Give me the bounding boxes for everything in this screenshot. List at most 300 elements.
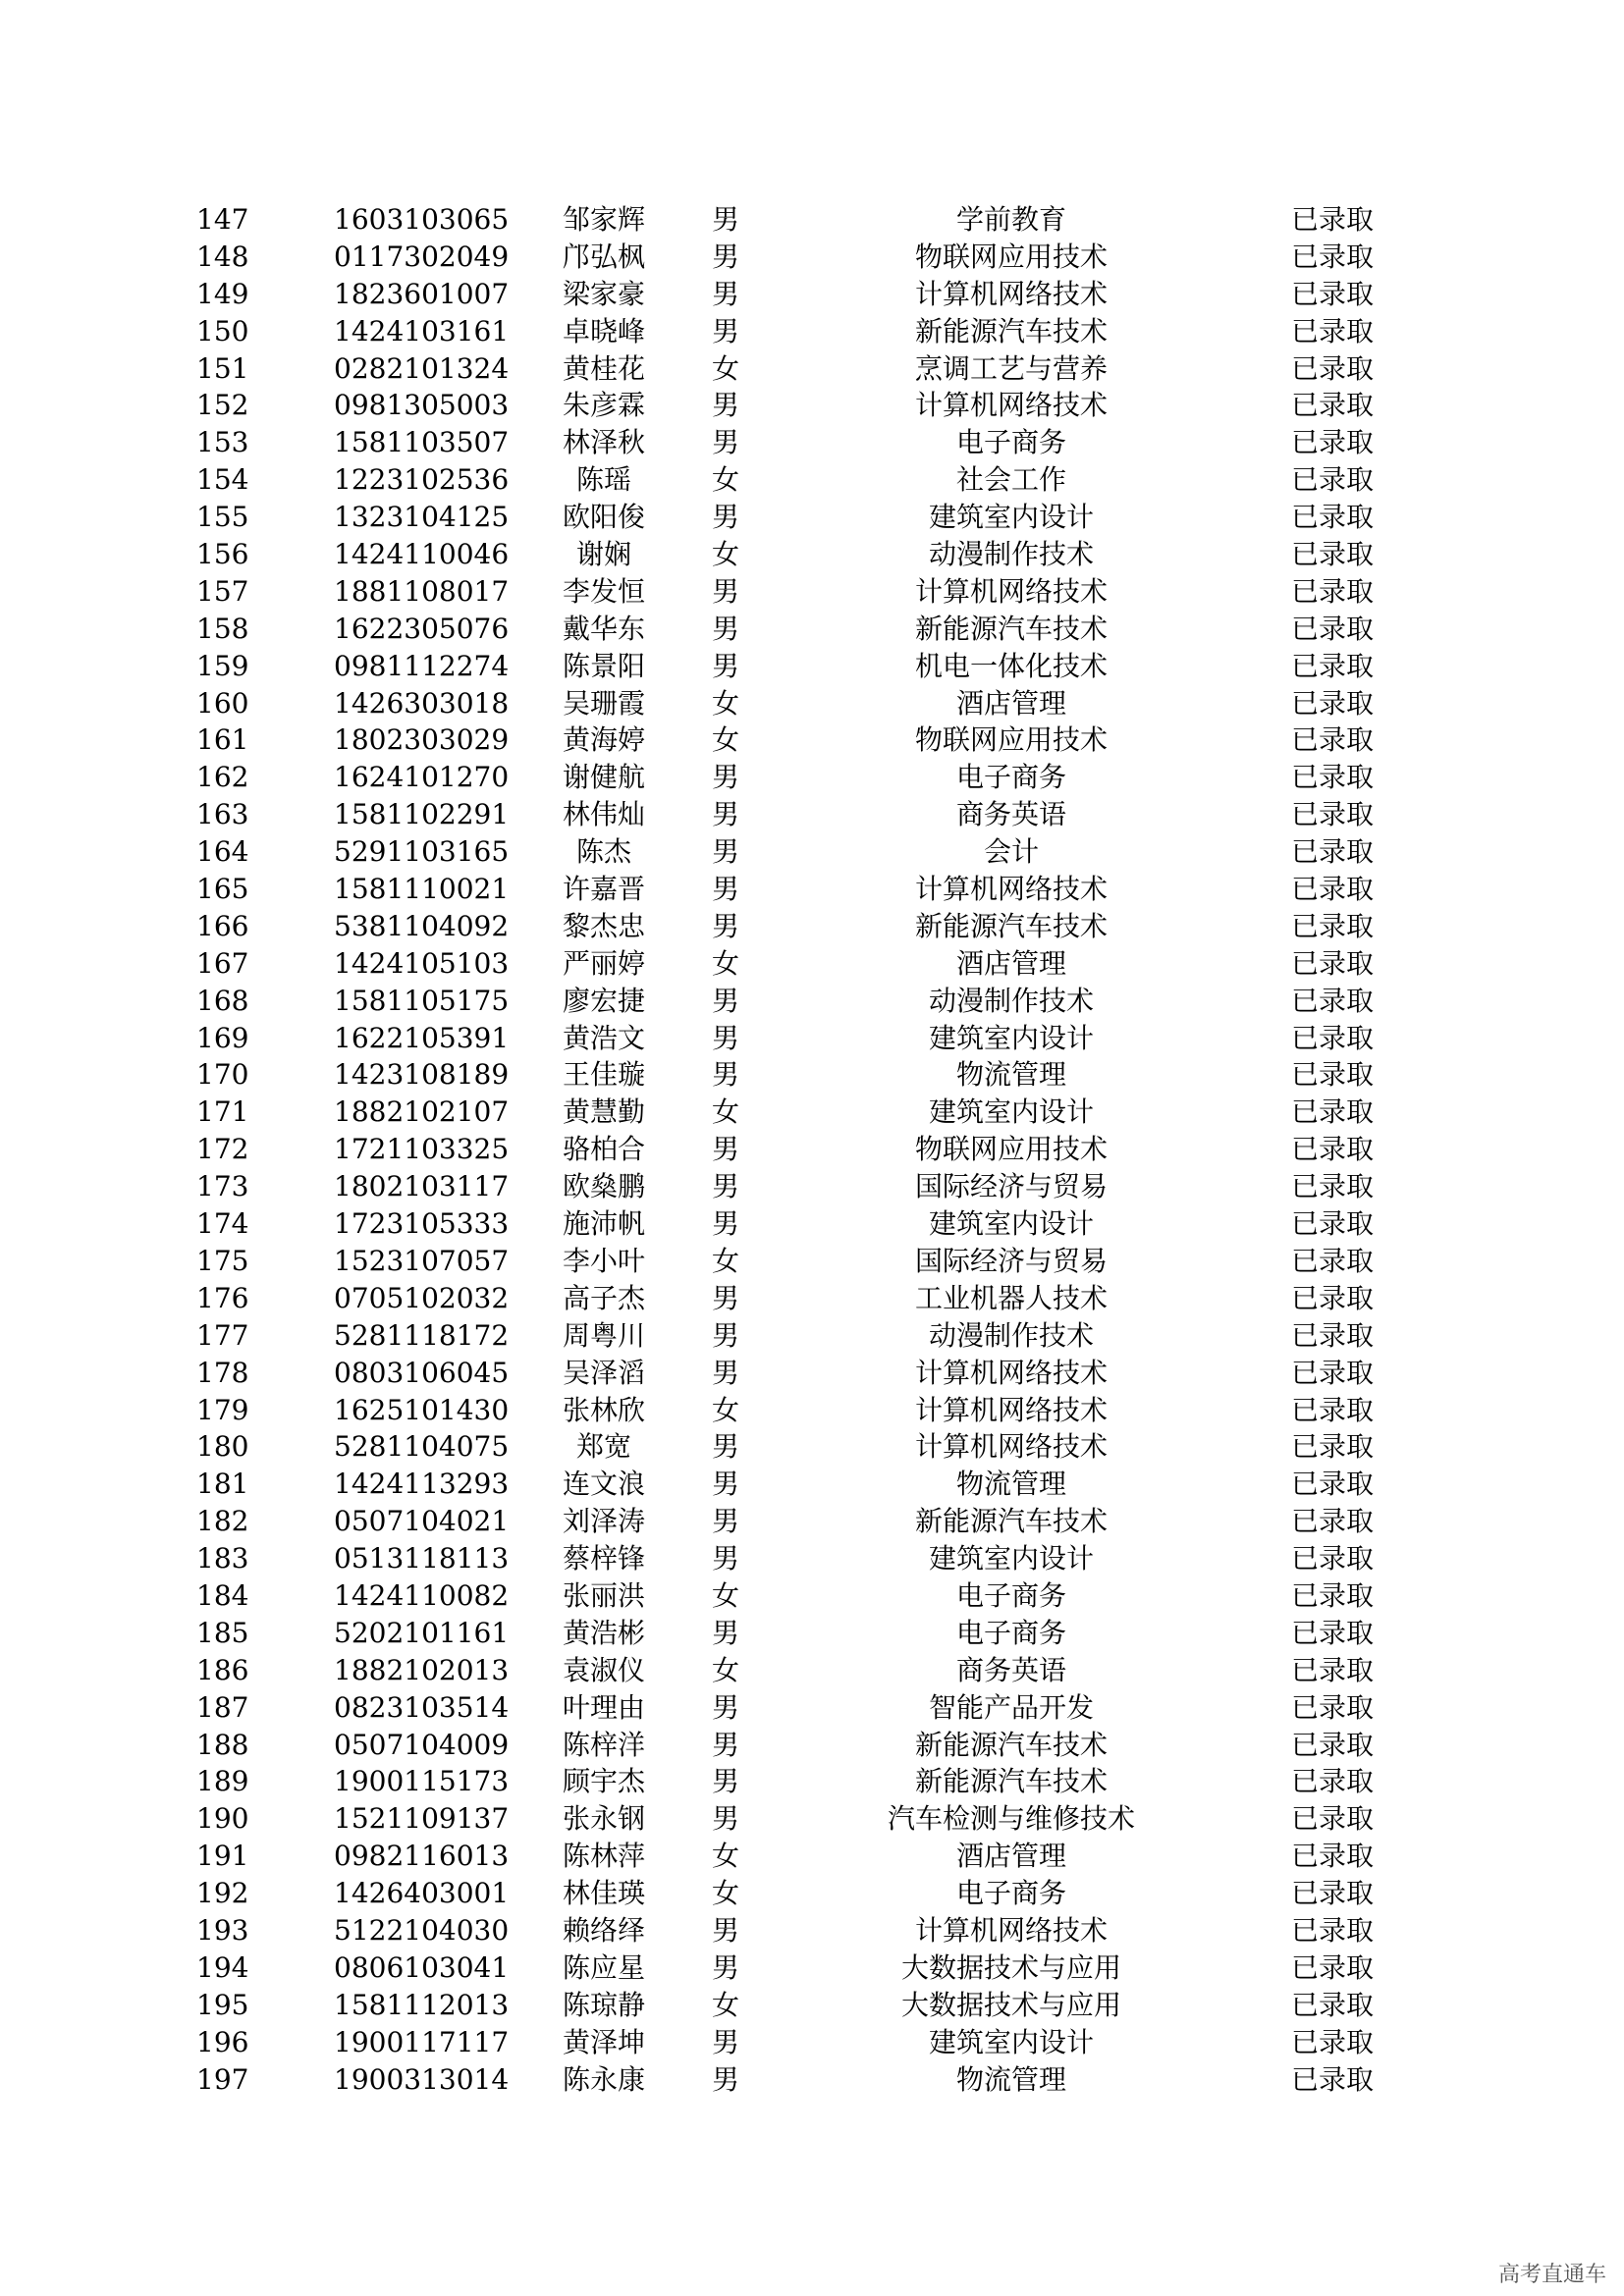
admission-status: 已录取: [1291, 984, 1375, 1017]
admission-status: 已录取: [1291, 1653, 1375, 1686]
row-number: 191: [196, 1840, 249, 1873]
admission-status: 已录取: [1291, 1877, 1375, 1910]
major: 计算机网络技术: [914, 574, 1108, 608]
student-name: 吴珊霞: [562, 686, 645, 720]
candidate-id: 1426403001: [334, 1877, 510, 1910]
row-number: 183: [196, 1542, 249, 1575]
student-name: 黄桂花: [562, 351, 645, 385]
major: 新能源汽车技术: [914, 314, 1108, 347]
student-name: 顾宇杰: [562, 1765, 645, 1798]
major: 建筑室内设计: [928, 1207, 1094, 1241]
student-name: 李发恒: [562, 574, 645, 608]
admission-status: 已录取: [1291, 1244, 1375, 1277]
row-number: 158: [196, 612, 249, 645]
major: 电子商务: [955, 1578, 1066, 1612]
table-row: [187, 1912, 1443, 1949]
candidate-id: 0981112274: [334, 649, 510, 682]
candidate-id: 1881108017: [334, 574, 510, 608]
admission-status: 已录取: [1291, 1988, 1375, 2021]
major: 新能源汽车技术: [914, 612, 1108, 645]
major: 国际经济与贸易: [914, 1170, 1108, 1203]
admission-status: 已录取: [1291, 686, 1375, 720]
gender: 男: [712, 1765, 740, 1798]
gender: 男: [712, 203, 740, 236]
major: 物流管理: [955, 1058, 1066, 1092]
student-name: 蔡梓锋: [562, 1542, 645, 1575]
admission-status: 已录取: [1291, 389, 1375, 422]
row-number: 167: [196, 946, 249, 980]
major: 计算机网络技术: [914, 1913, 1108, 1947]
gender: 女: [712, 1578, 740, 1612]
table-row: [187, 1727, 1443, 1764]
table-row: [187, 1540, 1443, 1577]
gender: 男: [712, 1913, 740, 1947]
gender: 女: [712, 463, 740, 497]
major: 电子商务: [955, 1877, 1066, 1910]
table-row: [187, 721, 1443, 759]
table-row: [187, 536, 1443, 573]
table-row: [187, 1689, 1443, 1727]
table-row: [187, 1243, 1443, 1280]
table-row: [187, 983, 1443, 1020]
candidate-id: 1424113293: [334, 1468, 510, 1501]
admission-status: 已录取: [1291, 1021, 1375, 1054]
row-number: 165: [196, 873, 249, 906]
table-row: [187, 2024, 1443, 2061]
row-number: 157: [196, 574, 249, 608]
row-number: 166: [196, 909, 249, 942]
table-row: [187, 1317, 1443, 1355]
table-row: [187, 1094, 1443, 1131]
major: 烹调工艺与营养: [914, 351, 1108, 385]
admission-status: 已录取: [1291, 1840, 1375, 1873]
student-name: 吴泽滔: [562, 1356, 645, 1389]
admission-status: 已录取: [1291, 351, 1375, 385]
major: 电子商务: [955, 1616, 1066, 1649]
gender: 男: [712, 2062, 740, 2096]
admission-status: 已录取: [1291, 1505, 1375, 1538]
gender: 男: [712, 1356, 740, 1389]
major: 建筑室内设计: [928, 1021, 1094, 1054]
major: 电子商务: [955, 761, 1066, 794]
major: 动漫制作技术: [928, 538, 1094, 571]
major: 计算机网络技术: [914, 389, 1108, 422]
table-row: [187, 499, 1443, 536]
row-number: 173: [196, 1170, 249, 1203]
row-number: 159: [196, 649, 249, 682]
candidate-id: 5281118172: [334, 1318, 510, 1352]
student-name: 严丽婷: [562, 946, 645, 980]
table-row: [187, 1800, 1443, 1838]
candidate-id: 1223102536: [334, 463, 510, 497]
student-name: 邝弘枫: [562, 240, 645, 273]
table-row: [187, 424, 1443, 461]
student-name: 林佳瑛: [562, 1877, 645, 1910]
major: 动漫制作技术: [928, 984, 1094, 1017]
admission-status: 已录取: [1291, 1356, 1375, 1389]
table-row: [187, 276, 1443, 313]
student-name: 廖宏捷: [562, 984, 645, 1017]
admission-status: 已录取: [1291, 1170, 1375, 1203]
table-row: [187, 573, 1443, 611]
student-name: 张丽洪: [562, 1578, 645, 1612]
admission-status: 已录取: [1291, 1690, 1375, 1724]
admission-status: 已录取: [1291, 1133, 1375, 1166]
major: 建筑室内设计: [928, 2025, 1094, 2058]
candidate-id: 0982116013: [334, 1840, 510, 1873]
table-row: [187, 1763, 1443, 1800]
gender: 男: [712, 1207, 740, 1241]
row-number: 169: [196, 1021, 249, 1054]
major: 计算机网络技术: [914, 277, 1108, 310]
table-row: [187, 1875, 1443, 1912]
student-name: 陈应星: [562, 1950, 645, 1984]
gender: 男: [712, 1690, 740, 1724]
candidate-id: 1521109137: [334, 1802, 510, 1836]
gender: 男: [712, 1468, 740, 1501]
candidate-id: 1581112013: [334, 1988, 510, 2021]
candidate-id: 1581102291: [334, 798, 510, 831]
row-number: 188: [196, 1728, 249, 1761]
major: 国际经济与贸易: [914, 1244, 1108, 1277]
row-number: 148: [196, 240, 249, 273]
candidate-id: 1581105175: [334, 984, 510, 1017]
table-row: [187, 759, 1443, 796]
admission-status: 已录取: [1291, 1765, 1375, 1798]
major: 机电一体化技术: [914, 649, 1108, 682]
major: 物联网应用技术: [914, 1133, 1108, 1166]
major: 汽车检测与维修技术: [887, 1802, 1135, 1836]
admission-status: 已录取: [1291, 574, 1375, 608]
admission-status: 已录取: [1291, 426, 1375, 459]
major: 工业机器人技术: [914, 1281, 1108, 1314]
major: 物流管理: [955, 2062, 1066, 2096]
major: 新能源汽车技术: [914, 1728, 1108, 1761]
student-name: 骆柏合: [562, 1133, 645, 1166]
table-row: [187, 387, 1443, 424]
student-name: 高子杰: [562, 1281, 645, 1314]
gender: 男: [712, 1950, 740, 1984]
gender: 女: [712, 1840, 740, 1873]
gender: 男: [712, 389, 740, 422]
gender: 男: [712, 1505, 740, 1538]
student-name: 连文浪: [562, 1468, 645, 1501]
student-name: 陈永康: [562, 2062, 645, 2096]
admission-status: 已录取: [1291, 538, 1375, 571]
row-number: 174: [196, 1207, 249, 1241]
student-name: 周粤川: [562, 1318, 645, 1352]
candidate-id: 1622305076: [334, 612, 510, 645]
candidate-id: 1721103325: [334, 1133, 510, 1166]
major: 新能源汽车技术: [914, 1765, 1108, 1798]
gender: 男: [712, 1802, 740, 1836]
gender: 男: [712, 761, 740, 794]
row-number: 170: [196, 1058, 249, 1092]
table-row: [187, 871, 1443, 908]
student-name: 朱彦霖: [562, 389, 645, 422]
row-number: 185: [196, 1616, 249, 1649]
admission-status: 已录取: [1291, 1542, 1375, 1575]
row-number: 190: [196, 1802, 249, 1836]
candidate-id: 1426303018: [334, 686, 510, 720]
candidate-id: 1424103161: [334, 314, 510, 347]
major: 酒店管理: [955, 946, 1066, 980]
row-number: 197: [196, 2062, 249, 2096]
candidate-id: 1523107057: [334, 1244, 510, 1277]
admission-status: 已录取: [1291, 798, 1375, 831]
candidate-id: 1424105103: [334, 946, 510, 980]
candidate-id: 0803106045: [334, 1356, 510, 1389]
table-row: [187, 1355, 1443, 1392]
gender: 男: [712, 909, 740, 942]
admission-status: 已录取: [1291, 1728, 1375, 1761]
candidate-id: 1900115173: [334, 1765, 510, 1798]
row-number: 189: [196, 1765, 249, 1798]
table-row: [187, 239, 1443, 276]
gender: 女: [712, 723, 740, 757]
admission-status: 已录取: [1291, 1616, 1375, 1649]
candidate-id: 1900313014: [334, 2062, 510, 2096]
student-name: 郑宽: [575, 1430, 631, 1464]
row-number: 196: [196, 2025, 249, 2058]
admission-status: 已录取: [1291, 1207, 1375, 1241]
row-number: 162: [196, 761, 249, 794]
row-number: 151: [196, 351, 249, 385]
candidate-id: 1802303029: [334, 723, 510, 757]
gender: 男: [712, 1430, 740, 1464]
candidate-id: 1823601007: [334, 277, 510, 310]
table-row: [187, 1131, 1443, 1168]
admission-status: 已录取: [1291, 277, 1375, 310]
row-number: 150: [196, 314, 249, 347]
table-row: [187, 1056, 1443, 1094]
table-row: [187, 1503, 1443, 1540]
admission-status: 已录取: [1291, 1913, 1375, 1947]
major: 计算机网络技术: [914, 873, 1108, 906]
candidate-id: 1581110021: [334, 873, 510, 906]
student-name: 陈景阳: [562, 649, 645, 682]
student-name: 叶理由: [562, 1690, 645, 1724]
gender: 男: [712, 314, 740, 347]
major: 计算机网络技术: [914, 1430, 1108, 1464]
row-number: 193: [196, 1913, 249, 1947]
student-name: 许嘉晋: [562, 873, 645, 906]
table-row: [187, 1280, 1443, 1317]
table-row: [187, 1392, 1443, 1429]
student-name: 赖络绎: [562, 1913, 645, 1947]
student-name: 张永钢: [562, 1802, 645, 1836]
gender: 男: [712, 277, 740, 310]
gender: 女: [712, 1653, 740, 1686]
admission-status: 已录取: [1291, 1950, 1375, 1984]
student-name: 张林欣: [562, 1393, 645, 1426]
candidate-id: 1802103117: [334, 1170, 510, 1203]
student-name: 王佳璇: [562, 1058, 645, 1092]
gender: 男: [712, 649, 740, 682]
row-number: 152: [196, 389, 249, 422]
student-name: 陈林萍: [562, 1840, 645, 1873]
gender: 男: [712, 426, 740, 459]
table-row: [187, 2061, 1443, 2099]
candidate-id: 5202101161: [334, 1616, 510, 1649]
admission-status: 已录取: [1291, 909, 1375, 942]
student-name: 林伟灿: [562, 798, 645, 831]
gender: 女: [712, 1393, 740, 1426]
gender: 男: [712, 612, 740, 645]
row-number: 160: [196, 686, 249, 720]
table-row: [187, 461, 1443, 499]
row-number: 147: [196, 203, 249, 236]
student-name: 陈琼静: [562, 1988, 645, 2021]
student-name: 袁淑仪: [562, 1653, 645, 1686]
gender: 男: [712, 1616, 740, 1649]
major: 电子商务: [955, 426, 1066, 459]
major: 大数据技术与应用: [900, 1950, 1121, 1984]
gender: 男: [712, 240, 740, 273]
admission-status: 已录取: [1291, 1318, 1375, 1352]
candidate-id: 0806103041: [334, 1950, 510, 1984]
admission-status: 已录取: [1291, 612, 1375, 645]
candidate-id: 5122104030: [334, 1913, 510, 1947]
admission-status: 已录取: [1291, 501, 1375, 534]
gender: 女: [712, 1877, 740, 1910]
table-row: [187, 1949, 1443, 1987]
gender: 男: [712, 1170, 740, 1203]
row-number: 178: [196, 1356, 249, 1389]
gender: 男: [712, 1021, 740, 1054]
row-number: 195: [196, 1988, 249, 2021]
major: 商务英语: [955, 1653, 1066, 1686]
major: 新能源汽车技术: [914, 909, 1108, 942]
student-name: 邹家辉: [562, 203, 645, 236]
major: 物联网应用技术: [914, 723, 1108, 757]
row-number: 149: [196, 277, 249, 310]
table-row: [187, 1987, 1443, 2024]
candidate-id: 0981305003: [334, 389, 510, 422]
student-name: 林泽秋: [562, 426, 645, 459]
major: 智能产品开发: [928, 1690, 1094, 1724]
candidate-id: 1424110082: [334, 1578, 510, 1612]
admission-status: 已录取: [1291, 314, 1375, 347]
admission-status: 已录取: [1291, 2062, 1375, 2096]
table-row: [187, 1205, 1443, 1243]
row-number: 161: [196, 723, 249, 757]
table-row: [187, 1615, 1443, 1652]
row-number: 168: [196, 984, 249, 1017]
candidate-id: 5291103165: [334, 835, 510, 869]
gender: 男: [712, 1281, 740, 1314]
candidate-id: 5381104092: [334, 909, 510, 942]
row-number: 172: [196, 1133, 249, 1166]
student-name: 谢娴: [575, 538, 631, 571]
candidate-id: 0513118113: [334, 1542, 510, 1575]
candidate-id: 5281104075: [334, 1430, 510, 1464]
student-name: 谢健航: [562, 761, 645, 794]
major: 计算机网络技术: [914, 1356, 1108, 1389]
table-row: [187, 350, 1443, 388]
admission-status: 已录取: [1291, 1095, 1375, 1129]
student-name: 李小叶: [562, 1244, 645, 1277]
student-name: 陈杰: [575, 835, 631, 869]
table-row: [187, 1577, 1443, 1615]
row-number: 180: [196, 1430, 249, 1464]
gender: 男: [712, 574, 740, 608]
gender: 男: [712, 501, 740, 534]
major: 大数据技术与应用: [900, 1988, 1121, 2021]
gender: 女: [712, 946, 740, 980]
gender: 男: [712, 1133, 740, 1166]
table-row: [187, 833, 1443, 871]
student-name: 梁家豪: [562, 277, 645, 310]
candidate-id: 1423108189: [334, 1058, 510, 1092]
gender: 女: [712, 538, 740, 571]
gender: 男: [712, 1728, 740, 1761]
table-row: [187, 648, 1443, 685]
candidate-id: 1581103507: [334, 426, 510, 459]
table-row: [187, 945, 1443, 983]
admission-list: [187, 201, 1443, 2098]
row-number: 171: [196, 1095, 249, 1129]
gender: 女: [712, 1095, 740, 1129]
admission-status: 已录取: [1291, 463, 1375, 497]
row-number: 179: [196, 1393, 249, 1426]
row-number: 176: [196, 1281, 249, 1314]
major: 会计: [983, 835, 1039, 869]
table-row: [187, 908, 1443, 945]
table-row: [187, 1466, 1443, 1503]
admission-status: 已录取: [1291, 2025, 1375, 2058]
student-name: 陈瑶: [575, 463, 631, 497]
candidate-id: 1424110046: [334, 538, 510, 571]
gender: 男: [712, 1058, 740, 1092]
gender: 女: [712, 1244, 740, 1277]
row-number: 156: [196, 538, 249, 571]
admission-status: 已录取: [1291, 1393, 1375, 1426]
admission-status: 已录取: [1291, 1468, 1375, 1501]
row-number: 181: [196, 1468, 249, 1501]
table-row: [187, 313, 1443, 350]
major: 物联网应用技术: [914, 240, 1108, 273]
student-name: 陈梓洋: [562, 1728, 645, 1761]
row-number: 163: [196, 798, 249, 831]
major: 建筑室内设计: [928, 501, 1094, 534]
gender: 男: [712, 1542, 740, 1575]
major: 新能源汽车技术: [914, 1505, 1108, 1538]
student-name: 戴华东: [562, 612, 645, 645]
admission-status: 已录取: [1291, 761, 1375, 794]
table-row: [187, 1428, 1443, 1466]
gender: 女: [712, 686, 740, 720]
table-row: [187, 796, 1443, 833]
admission-status: 已录取: [1291, 1430, 1375, 1464]
admission-status: 已录取: [1291, 873, 1375, 906]
admission-status: 已录取: [1291, 723, 1375, 757]
gender: 男: [712, 2025, 740, 2058]
candidate-id: 0507104021: [334, 1505, 510, 1538]
major: 建筑室内设计: [928, 1542, 1094, 1575]
student-name: 黄海婷: [562, 723, 645, 757]
candidate-id: 0507104009: [334, 1728, 510, 1761]
gender: 男: [712, 873, 740, 906]
student-name: 黄浩彬: [562, 1616, 645, 1649]
student-name: 黄慧勤: [562, 1095, 645, 1129]
major: 建筑室内设计: [928, 1095, 1094, 1129]
major: 动漫制作技术: [928, 1318, 1094, 1352]
row-number: 175: [196, 1244, 249, 1277]
admission-status: 已录取: [1291, 203, 1375, 236]
admission-status: 已录取: [1291, 649, 1375, 682]
gender: 男: [712, 835, 740, 869]
